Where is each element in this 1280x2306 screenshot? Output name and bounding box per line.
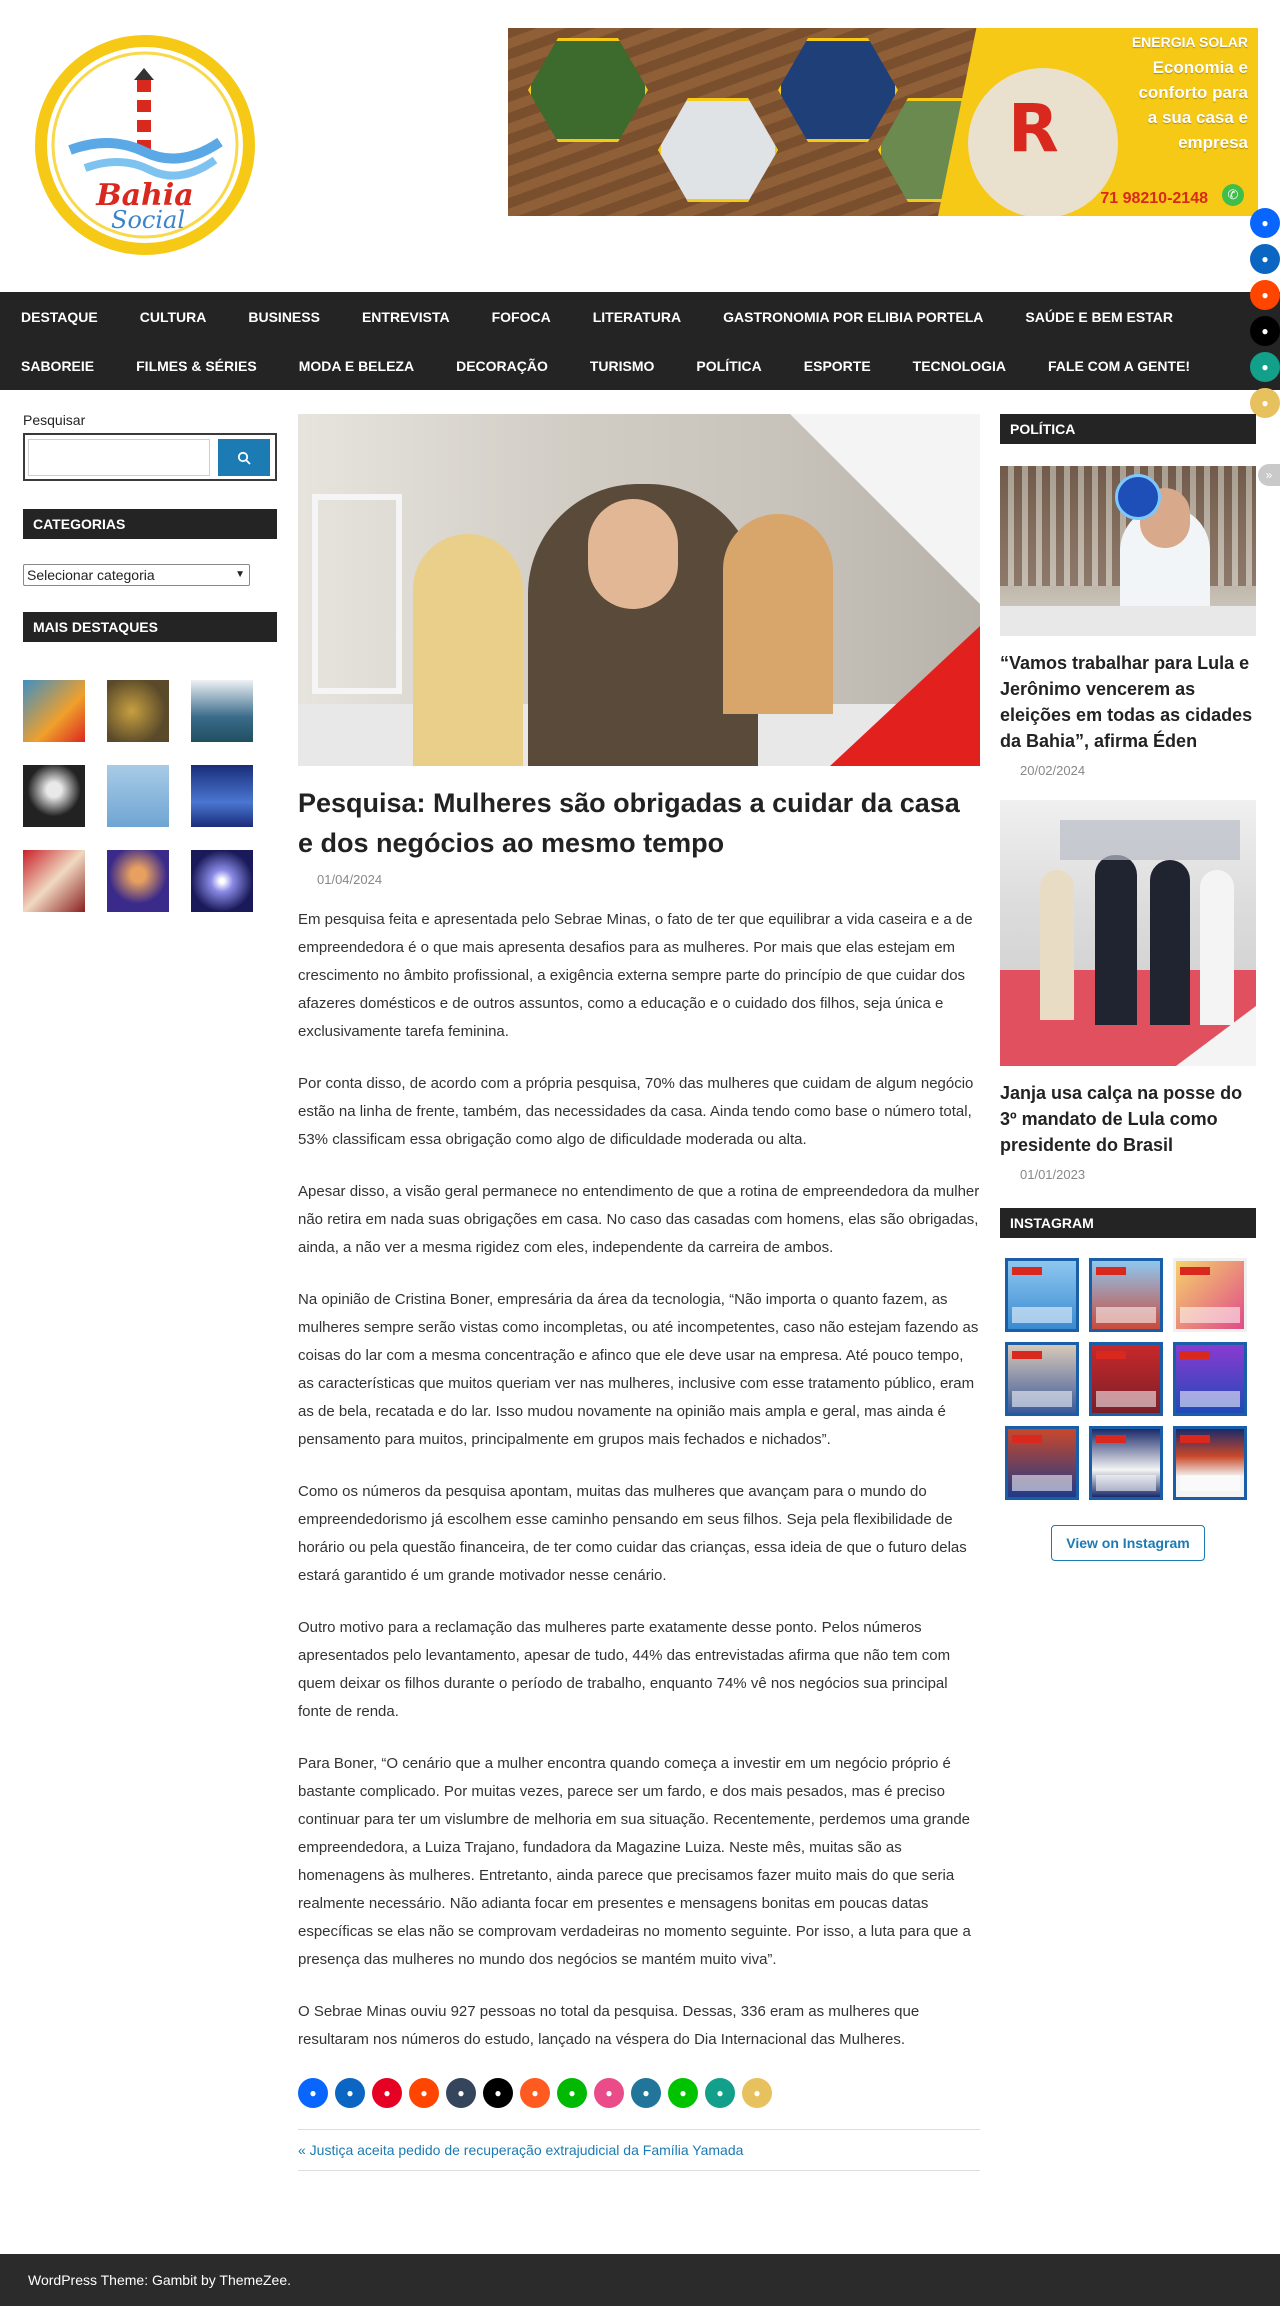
article-paragraph: O Sebrae Minas ouviu 927 pessoas no total da pesquisa. Dessas, 336 eram as mulheres que resultaram nos números do estudo, lançado na véspera do Dia Internacional das Mulheres.	[298, 2003, 920, 2048]
instagram-post[interactable]	[1005, 1426, 1079, 1500]
share-icon[interactable]: ●	[446, 2078, 476, 2108]
share-icon[interactable]: ●	[668, 2078, 698, 2108]
site-logo[interactable]	[30, 30, 260, 260]
instagram-post[interactable]	[1173, 1258, 1247, 1332]
highlight-thumb[interactable]	[23, 850, 85, 912]
politics-widget-title: POLÍTICA	[1000, 414, 1256, 444]
highlight-thumb[interactable]	[23, 680, 85, 742]
view-on-instagram-button[interactable]: View on Instagram	[1051, 1525, 1205, 1561]
share-icon[interactable]: ●	[1250, 316, 1280, 346]
article-paragraph: Por conta disso, de acordo com a própria pesquisa, 70% das mulheres que cuidam de algum negócio estão na linha de frente, também, das necessidades da casa. Ainda tendo como base o número total, 53% classificam essa obrigação como algo de dificuldade moderada ou alta.	[298, 1075, 974, 1148]
more-highlights-title: MAIS DESTAQUES	[23, 612, 277, 642]
instagram-post[interactable]	[1005, 1258, 1079, 1332]
search-button[interactable]	[218, 439, 270, 476]
share-icon[interactable]: ●	[409, 2078, 439, 2108]
nav-item[interactable]: POLÍTICA	[696, 357, 762, 374]
share-icon[interactable]: ●	[1250, 208, 1280, 238]
floating-share-bar	[1250, 208, 1280, 424]
category-select[interactable]: Selecionar categoria ▼	[23, 564, 250, 586]
search-input[interactable]	[28, 439, 210, 476]
nav-item[interactable]: DECORAÇÃO	[456, 357, 548, 374]
highlight-thumb[interactable]	[107, 680, 169, 742]
whatsapp-icon: ✆	[1222, 184, 1244, 206]
right-sidebar	[1000, 414, 1256, 1561]
instagram-post[interactable]	[1005, 1342, 1079, 1416]
nav-item[interactable]: FALE COM A GENTE!	[1048, 357, 1191, 374]
nav-item[interactable]: LITERATURA	[592, 308, 682, 325]
main-navigation	[0, 292, 1280, 390]
share-icon[interactable]: ●	[1250, 388, 1280, 418]
instagram-feed	[1005, 1258, 1256, 1500]
article-paragraph: Na opinião de Cristina Boner, empresária da área da tecnologia, “Não importa o quanto fazem, as mulheres sempre serão vistas como incompletas, ou até incompetentes, caso não estejam fazendo as coisas do lar com a mesma concentração e afinco que ele deve usar na empresa. Até pouco tempo, as características que muitos queriam ver nas mulheres, inclusive com esse tratamento público, eram as de bela, recatada e do lar. Isso mudou novamente na opinião mais ampla e geral, mas ainda é pensamento para muitos, principalmente em grupos mais fechados e nichados”.	[298, 1291, 979, 1448]
previous-post-link[interactable]: « Justiça aceita pedido de recuperação extrajudicial da Família Yamada	[298, 2129, 980, 2171]
instagram-post[interactable]	[1089, 1258, 1163, 1332]
article	[298, 414, 980, 2171]
nav-item[interactable]: FILMES & SÉRIES	[136, 357, 257, 374]
chevron-down-icon: ▼	[235, 569, 245, 580]
share-icon[interactable]: ●	[631, 2078, 661, 2108]
solar-energy-ad-banner[interactable]	[508, 28, 1258, 216]
article-paragraph: Outro motivo para a reclamação das mulheres parte exatamente desse ponto. Pelos números apresentados pelo levantamento, apesar de tudo, 44% das entrevistadas afirma que não tem com quem deixar os filhos durante o período de trabalho, enquanto 74% vê nos negócios sua principal fonte de renda.	[298, 1619, 951, 1720]
share-buttons	[298, 2078, 980, 2108]
nav-row-2	[0, 341, 1211, 390]
article-paragraph: Como os números da pesquisa apontam, muitas das mulheres que avançam para o mundo do empreendedorismo já escolhem esse caminho pensando em seus filhos. Seja pela flexibilidade de horário ou pela questão financeira, de ter como cuidar das crianças, essa ideia de que o futuro delas estará garantido é um grande motivador nesse cenário.	[298, 1483, 967, 1584]
article-paragraph: Apesar disso, a visão geral permanece no entendimento de que a rotina de empreendedora da mulher não retira em nada suas obrigações em casa. No caso das casadas com homens, elas são obrigadas, ainda, a não ver a mesma rigidez com eles, independente da carreira de ambos.	[298, 1183, 980, 1256]
highlight-thumb[interactable]	[191, 680, 253, 742]
share-icon[interactable]: ●	[557, 2078, 587, 2108]
post-date: 20/02/2024	[1020, 763, 1086, 778]
share-icon[interactable]: ●	[1250, 280, 1280, 310]
highlight-thumb[interactable]	[107, 850, 169, 912]
share-icon[interactable]: ●	[335, 2078, 365, 2108]
nav-item[interactable]: SAÚDE E BEM ESTAR	[1025, 308, 1173, 325]
categories-title: CATEGORIAS	[23, 509, 277, 539]
site-header	[0, 0, 1280, 292]
instagram-post[interactable]	[1173, 1426, 1247, 1500]
share-icon[interactable]: ●	[372, 2078, 402, 2108]
article-paragraph: Para Boner, “O cenário que a mulher encontra quando começa a investir em um negócio próprio é bastante complicado. Por muitas vezes, parece ser um fardo, e dos mais pesados, mas é preciso continuar para ter um vislumbre de melhoria em sua situação. Recentemente, perdemos uma grande empreendedora, a Luiza Trajano, fundadora da Magazine Luiza. Neste mês, muitas são as homenagens às mulheres. Entretanto, ainda parece que precisamos fazer muito mais do que seria realmente necessário. Não adianta focar em presentes e mensagens bonitas em poucas datas específicas se elas não se comprovam verdadeiras no momento seguinte. Por isso, a luta para que a presença das mulheres no mundo dos negócios se mantém muito viva”.	[298, 1755, 971, 1968]
highlight-thumb[interactable]	[23, 765, 85, 827]
highlight-thumb[interactable]	[191, 850, 253, 912]
instagram-post[interactable]	[1089, 1342, 1163, 1416]
nav-item[interactable]: DESTAQUE	[21, 308, 98, 325]
search-icon	[237, 451, 251, 465]
share-icon[interactable]: ●	[705, 2078, 735, 2108]
search-label: Pesquisar	[23, 412, 86, 428]
nav-item[interactable]: BUSINESS	[248, 308, 320, 325]
highlights-thumbnails	[23, 680, 277, 912]
svg-text:Social: Social	[111, 206, 185, 234]
post-thumbnail[interactable]	[1000, 466, 1256, 636]
banner-promo-text: ENERGIA SOLAR Economia e conforto para a sua casa e empresa	[1131, 34, 1248, 152]
share-icon[interactable]: ●	[1250, 244, 1280, 274]
share-icon[interactable]: ●	[298, 2078, 328, 2108]
brand-logo-icon: R	[1008, 90, 1059, 167]
instagram-post[interactable]	[1089, 1426, 1163, 1500]
share-icon[interactable]: ●	[520, 2078, 550, 2108]
share-icon[interactable]: ●	[594, 2078, 624, 2108]
nav-item[interactable]: ENTREVISTA	[361, 308, 450, 325]
highlight-thumb[interactable]	[191, 765, 253, 827]
article-featured-image	[298, 414, 980, 766]
svg-text:Bahia: Bahia	[96, 178, 194, 213]
nav-item[interactable]: FOFOCA	[491, 308, 551, 325]
share-icon[interactable]: ●	[742, 2078, 772, 2108]
share-bar-toggle-icon[interactable]: »	[1258, 464, 1280, 486]
share-icon[interactable]: ●	[1250, 352, 1280, 382]
instagram-widget-title: INSTAGRAM	[1000, 1208, 1256, 1238]
instagram-post[interactable]	[1173, 1342, 1247, 1416]
nav-item[interactable]: ESPORTE	[803, 357, 871, 374]
highlight-thumb[interactable]	[107, 765, 169, 827]
nav-item[interactable]: MODA E BELEZA	[298, 357, 415, 374]
banner-phone: 71 98210-2148	[1100, 190, 1208, 207]
footer-credit[interactable]: WordPress Theme: Gambit by ThemeZee.	[28, 2272, 291, 2288]
politics-post-2	[1000, 800, 1256, 1182]
nav-row-1	[0, 292, 1194, 341]
politics-post-1	[1000, 466, 1256, 778]
article-body	[298, 906, 980, 2054]
share-icon[interactable]: ●	[483, 2078, 513, 2108]
nav-item[interactable]: CULTURA	[139, 308, 207, 325]
left-sidebar	[23, 412, 277, 912]
nav-item[interactable]: SABOREIE	[21, 357, 95, 374]
site-footer	[0, 2254, 1280, 2306]
article-date: 01/04/2024	[317, 872, 383, 887]
nav-item[interactable]: TURISMO	[589, 357, 655, 374]
search-form	[23, 433, 277, 481]
post-date: 01/01/2023	[1020, 1167, 1086, 1182]
post-title[interactable]: “Vamos trabalhar para Lula e Jerônimo vencerem as eleições em todas as cidades da Bahia”, afirma Éden	[1000, 653, 1253, 751]
article-paragraph: Em pesquisa feita e apresentada pelo Sebrae Minas, o fato de ter que equilibrar a vida caseira e a de empreendedora é o que mais apresenta desafios para as mulheres. Por mais que elas estejam em crescimento no âmbito profissional, a exigência externa sempre parte do princípio de que cuidar dos afazeres domésticos e de outros assuntos, como a educação e o cuidado dos filhos, seja única e exclusivamente tarefa feminina.	[298, 911, 973, 1040]
nav-item[interactable]: TECNOLOGIA	[912, 357, 1007, 374]
post-thumbnail[interactable]	[1000, 800, 1256, 1066]
article-title: Pesquisa: Mulheres são obrigadas a cuidar da casa e dos negócios ao mesmo tempo	[298, 788, 960, 858]
post-title[interactable]: Janja usa calça na posse do 3º mandato de Lula como presidente do Brasil	[1000, 1083, 1243, 1155]
nav-item[interactable]: GASTRONOMIA POR ELIBIA PORTELA	[723, 308, 984, 325]
